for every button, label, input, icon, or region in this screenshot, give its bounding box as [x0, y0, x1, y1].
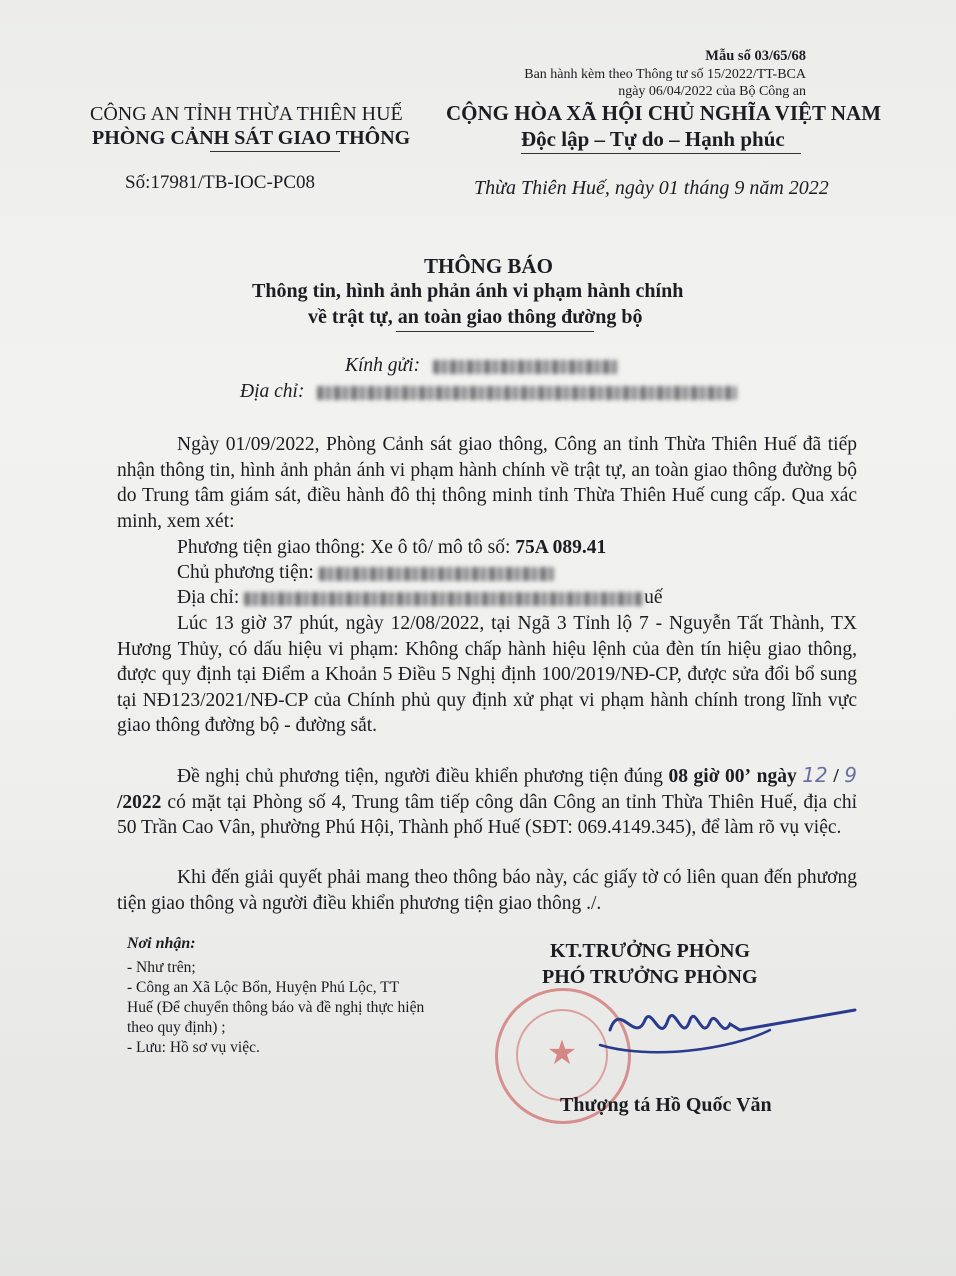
signer-position-1: KT.TRƯỞNG PHÒNG	[550, 940, 750, 962]
owner-label: Chủ phương tiện:	[177, 562, 319, 583]
receiver-item-1: - Như trên;	[127, 959, 196, 976]
title-underline	[396, 331, 594, 332]
notice-subtitle-1: Thông tin, hình ảnh phản ánh vi phạm hành chính	[252, 280, 684, 302]
summons-text-start: Đề nghị chủ phương tiện, người điều khiển phương tiện đúng	[177, 766, 669, 787]
handwritten-signature	[590, 990, 860, 1070]
recipient-label: Kính gửi:	[345, 355, 421, 376]
license-plate: 75A 089.41	[515, 537, 607, 558]
place-and-date: Thừa Thiên Huế, ngày 01 tháng 9 năm 2022	[474, 177, 829, 199]
national-title: CỘNG HÒA XÃ HỘI CHỦ NGHĨA VIỆT NAM	[446, 101, 882, 125]
appointment-time: 08 giờ 00’	[668, 766, 752, 787]
vehicle-row	[177, 535, 606, 560]
receivers-title: Nơi nhận:	[127, 935, 196, 952]
paragraph-summons: Đề nghị chủ phương tiện, người điều khiển phương tiện đúng 08 giờ 00’ ngày 12 / 9 /2022 có mặt tại Phòng số 4, Trung tâm tiếp công dân Công an tỉnh Thừa Thiên Huế, địa chỉ 50 Trần Cao Vân, phường Phú Hội, Thành phố Huế (SĐT: 069.4149.345), để làm rõ vụ việc.	[117, 763, 858, 838]
national-motto: Độc lập – Tự do – Hạnh phúc	[521, 127, 785, 151]
receiver-item-5: - Lưu: Hồ sơ vụ việc.	[127, 1039, 260, 1056]
appointment-day-label: ngày	[756, 766, 797, 787]
recipient-address-row	[240, 379, 737, 404]
notice-subtitle-2: về trật tự, an toàn giao thông đường bộ	[308, 306, 643, 328]
document-number: Số:17981/TB-IOC-PC08	[125, 172, 316, 193]
form-issuance-line2: ngày 06/04/2022 của Bộ Công an	[618, 84, 806, 99]
owner-row	[177, 560, 554, 585]
appointment-year: /2022	[117, 791, 162, 813]
handwritten-day: 12	[802, 763, 828, 787]
owner-address-tail: uế	[644, 587, 663, 608]
form-issuance-line1: Ban hành kèm theo Thông tư số 15/2022/TT-BCA	[524, 67, 806, 82]
issuer-department: PHÒNG CẢNH SÁT GIAO THÔNG	[92, 127, 411, 149]
issuer-underline	[210, 151, 340, 152]
vehicle-label: Phương tiện giao thông: Xe ô tô/ mô tô số:	[177, 537, 516, 558]
receiver-item-4: theo quy định) ;	[127, 1019, 226, 1036]
receiver-item-2: - Công an Xã Lộc Bổn, Huyện Phú Lộc, TT	[127, 979, 400, 996]
recipient-address-label: Địa chỉ:	[240, 381, 305, 402]
redacted-owner-name	[319, 567, 554, 581]
notice-title: THÔNG BÁO	[424, 254, 553, 278]
redacted-owner-address	[244, 592, 644, 606]
signer-position-2: PHÓ TRƯỞNG PHÒNG	[542, 966, 758, 988]
redacted-recipient-name	[433, 360, 618, 374]
handwritten-month: 9	[844, 763, 858, 787]
redacted-recipient-address	[317, 386, 737, 400]
recipient-row	[345, 353, 618, 378]
owner-address-label: Địa chỉ:	[177, 587, 245, 608]
summons-text-end: có mặt tại Phòng số 4, Trung tâm tiếp công dân Công an tỉnh Thừa Thiên Huế, địa chỉ 50 Trần Cao Vân, phường Phú Hội, Thành phố Huế (SĐT: 069.4149.345), để làm rõ vụ việc.	[117, 791, 857, 838]
stamp-star-icon: ★	[546, 1033, 578, 1073]
motto-underline	[521, 153, 801, 154]
signer-name: Thượng tá Hồ Quốc Văn	[560, 1094, 772, 1116]
form-number: Mẫu số 03/65/68	[705, 48, 806, 64]
owner-address-row	[177, 585, 663, 610]
receiver-item-3: Huế (Để chuyển thông báo và đề nghị thực hiện	[127, 999, 425, 1016]
paragraph-requirements: Khi đến giải quyết phải mang theo thông báo này, các giấy tờ có liên quan đến phương tiện giao thông và người điều khiển phương tiện giao thông ./.	[117, 867, 857, 914]
paragraph-violation: Lúc 13 giờ 37 phút, ngày 12/08/2022, tại Ngã 3 Tỉnh lộ 7 - Nguyễn Tất Thành, TX Hương Thủy, có dấu hiệu vi phạm: Không chấp hành hiệu lệnh của đèn tín hiệu giao thông, được quy định tại Điểm a Khoản 5 Điều 5 Nghị định 100/2019/NĐ-CP, được sửa đổi bổ sung tại NĐ123/2021/NĐ-CP của Chính phủ quy định xử phạt vi phạm hành chính trong lĩnh vực giao thông đường bộ - đường sắt.	[117, 613, 857, 736]
issuer-agency: CÔNG AN TỈNH THỪA THIÊN HUẾ	[90, 103, 403, 125]
paragraph-intro: Ngày 01/09/2022, Phòng Cảnh sát giao thông, Công an tỉnh Thừa Thiên Huế đã tiếp nhận thông tin, hình ảnh phản ánh vi phạm hành chính về trật tự, an toàn giao thông đường bộ do Trung tâm giám sát, điều hành đô thị thông minh tỉnh Thừa Thiên Huế cung cấp. Qua xác minh, xem xét:	[117, 434, 857, 532]
